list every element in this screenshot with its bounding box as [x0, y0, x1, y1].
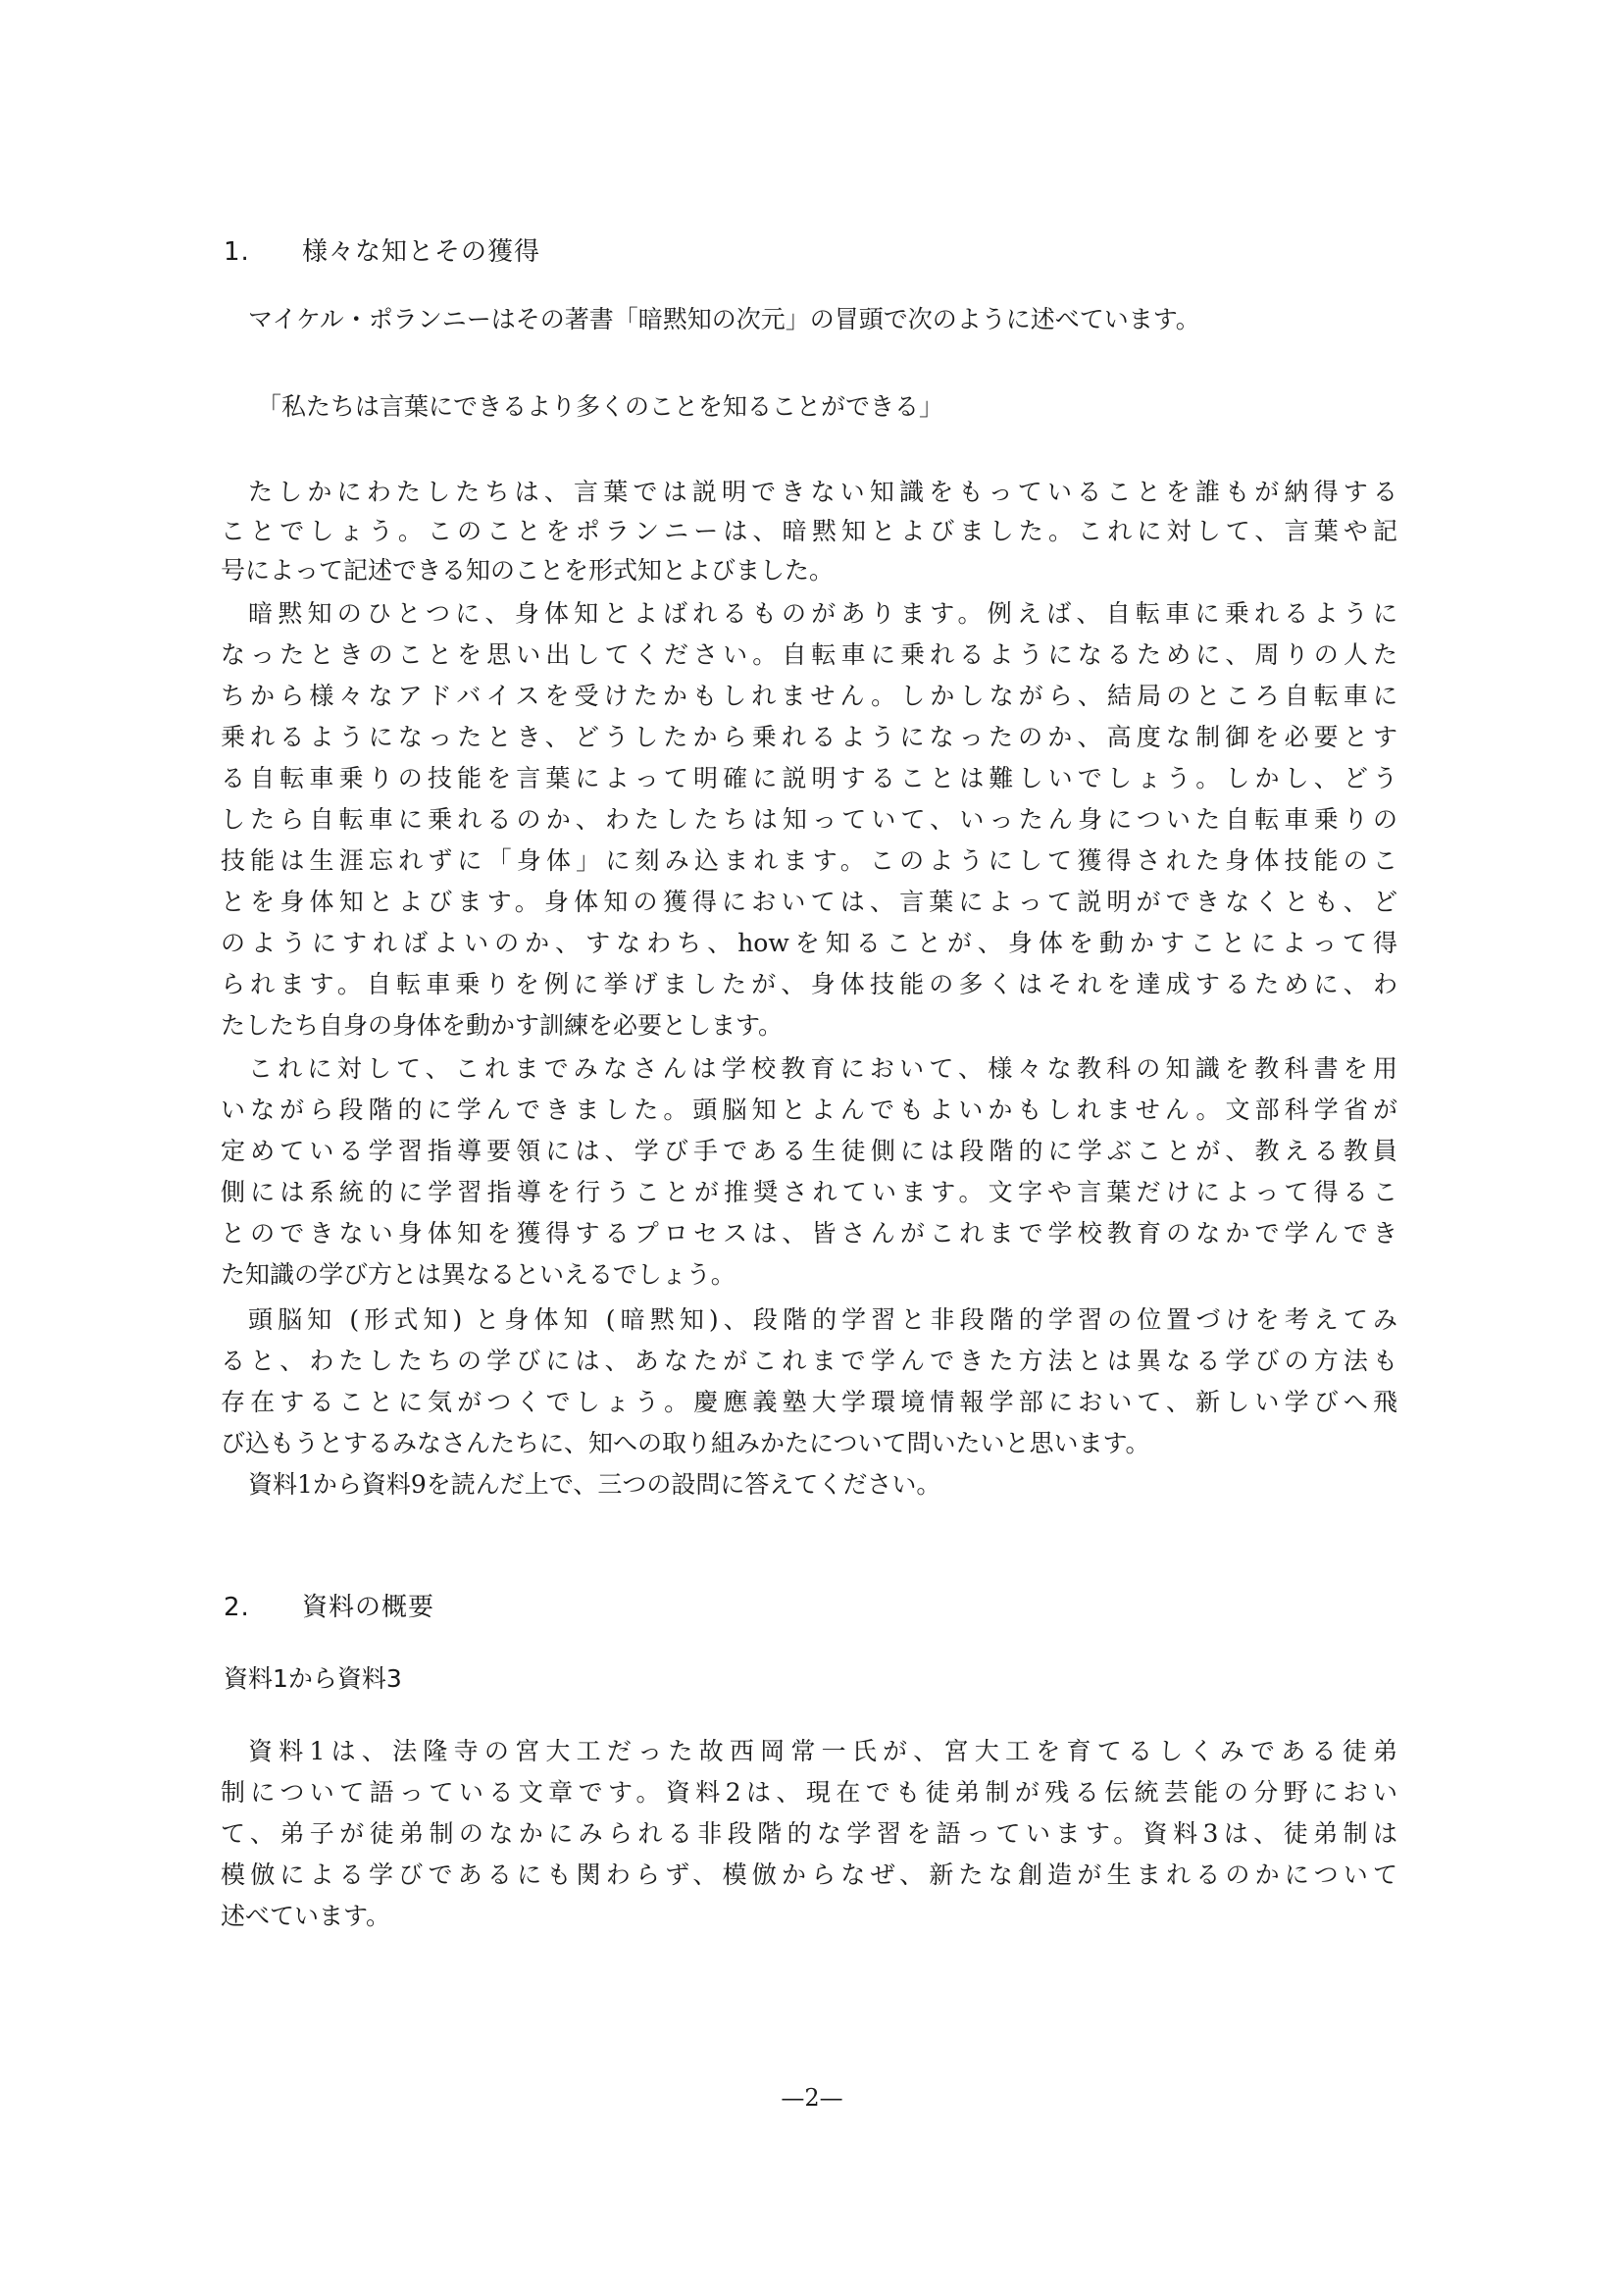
section-1-heading: [224, 231, 540, 268]
section-1-number: 1.: [224, 237, 250, 267]
block-quote: 「私たちは言葉にできるより多くのことを知ることができる」: [257, 392, 944, 421]
body-line: 技能は生涯忘れずに「身体」に刻み込まれます。このようにして獲得された身体技能のこ: [221, 846, 1397, 875]
body-line: 資料1は、法隆寺の宮大工だった故西岡常一氏が、宮大工を育てるしくみである徒弟: [248, 1737, 1397, 1765]
body-line: 述べています。: [221, 1902, 391, 1930]
body-line: ちから様々なアドバイスを受けたかもしれません。しかしながら、結局のところ自転車に: [221, 682, 1397, 710]
body-line: 暗黙知のひとつに、身体知とよばれるものがあります。例えば、自転車に乗れるように: [248, 599, 1397, 628]
body-line: たしかにわたしたちは、言葉では説明できない知識をもっていることを誰もが納得する: [248, 478, 1397, 506]
body-line: られます。自転車乗りを例に挙げましたが、身体技能の多くはそれを達成するために、わ: [221, 970, 1397, 998]
body-line: 側には系統的に学習指導を行うことが推奨されています。文字や言葉だけによって得るこ: [221, 1178, 1397, 1206]
section-2-title: 資料の概要: [302, 1593, 435, 1622]
body-line: ことでしょう。このことをポランニーは、暗黙知とよびました。これに対して、言葉や記: [221, 517, 1397, 545]
body-line: 定めている学習指導要領には、学び手である生徒側には段階的に学ぶことが、教える教員: [221, 1137, 1397, 1165]
section-2-heading: [224, 1587, 434, 1623]
body-line: て、弟子が徒弟制のなかにみられる非段階的な学習を語っています。資料3は、徒弟制は: [221, 1819, 1397, 1848]
body-line: とのできない身体知を獲得するプロセスは、皆さんがこれまで学校教育のなかで学んでき: [221, 1219, 1397, 1248]
body-line: 頭脳知 (形式知) と身体知 (暗黙知)、段階的学習と非段階的学習の位置づけを考えてみ: [248, 1305, 1397, 1334]
body-line: なったときのことを思い出してください。自転車に乗れるようになるために、周りの人た: [221, 640, 1397, 669]
section-2-number: 2.: [224, 1593, 250, 1622]
body-line: したら自転車に乗れるのか、わたしたちは知っていて、いったん身についた自転車乗りの: [221, 805, 1397, 834]
body-line: 号によって記述できる知のことを形式知とよびました。: [221, 556, 835, 585]
body-line: た知識の学び方とは異なるといえるでしょう。: [221, 1260, 736, 1289]
body-line: ると、わたしたちの学びには、あなたがこれまで学んできた方法とは異なる学びの方法も: [221, 1347, 1397, 1375]
page-number: —2—: [781, 2084, 843, 2112]
body-line: のようにすればよいのか、すなわち、howを知ることが、身体を動かすことによって得: [221, 929, 1397, 957]
intro-paragraph: マイケル・ポランニーはその著書「暗黙知の次元」の冒頭で次のように述べています。: [248, 305, 1200, 333]
body-line: 模倣による学びであるにも関わらず、模倣からなぜ、新たな創造が生まれるのかについて: [221, 1861, 1397, 1889]
body-line: び込もうとするみなさんたちに、知への取り組みかたについて問いたいと思います。: [221, 1429, 1150, 1457]
body-line: 乗れるようになったとき、どうしたから乗れるようになったのか、高度な制御を必要とす: [221, 723, 1397, 751]
section-2-subheading: 資料1から資料3: [224, 1664, 402, 1693]
section-1-title: 様々な知とその獲得: [302, 237, 541, 267]
body-line: 存在することに気がつくでしょう。慶應義塾大学環境情報学部において、新しい学びへ飛: [221, 1388, 1397, 1416]
body-line: とを身体知とよびます。身体知の獲得においては、言葉によって説明ができなくとも、ど: [221, 888, 1397, 916]
body-line: たしたち自身の身体を動かす訓練を必要とします。: [221, 1011, 784, 1040]
body-line: 資料1から資料9を読んだ上で、三つの設問に答えてください。: [248, 1470, 941, 1499]
body-line: 制について語っている文章です。資料2は、現在でも徒弟制が残る伝統芸能の分野におい: [221, 1778, 1397, 1807]
body-line: る自転車乗りの技能を言葉によって明確に説明することは難しいでしょう。しかし、どう: [221, 764, 1397, 792]
body-line: いながら段階的に学んできました。頭脳知とよんでもよいかもしれません。文部科学省が: [221, 1096, 1397, 1124]
body-line: これに対して、これまでみなさんは学校教育において、様々な教科の知識を教科書を用: [248, 1054, 1397, 1083]
